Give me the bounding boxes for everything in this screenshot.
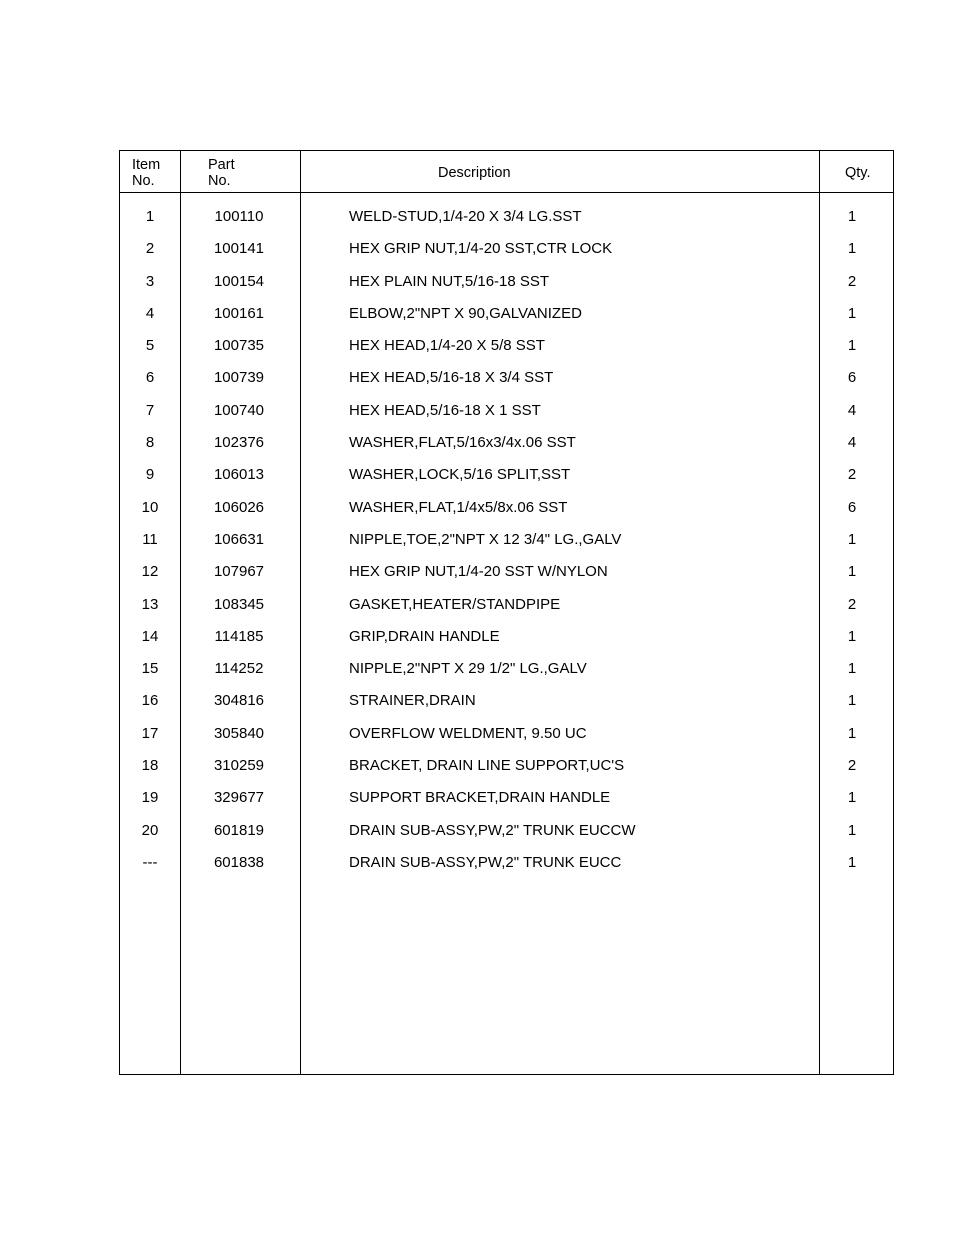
table-row — [120, 688, 893, 720]
part-no-cell: 106013 — [213, 466, 265, 484]
description-cell: HEX HEAD,1/4-20 X 5/8 SST — [349, 337, 545, 355]
qty-cell: 1 — [847, 208, 857, 225]
header-qty: Qty. — [845, 165, 871, 181]
part-no-cell: 100739 — [213, 369, 265, 387]
table-row — [120, 753, 893, 785]
description-cell: SUPPORT BRACKET,DRAIN HANDLE — [349, 789, 611, 807]
part-no-cell: 601819 — [213, 821, 265, 839]
description-cell: STRAINER,DRAIN — [349, 692, 476, 710]
part-no-cell: 102376 — [213, 434, 265, 452]
qty-cell: 1 — [847, 821, 857, 839]
table-row — [120, 850, 893, 882]
qty-cell: 2 — [847, 595, 857, 613]
part-no-cell: 305840 — [213, 724, 265, 742]
part-no-cell: 107967 — [213, 563, 265, 581]
table-row — [120, 204, 893, 236]
part-no-cell: 106026 — [213, 498, 265, 516]
qty-cell: 1 — [847, 530, 857, 548]
description-cell: HEX HEAD,5/16-18 X 1 SST — [349, 401, 541, 419]
description-cell: HEX GRIP NUT,1/4-20 SST W/NYLON — [349, 563, 608, 581]
qty-cell: 1 — [847, 337, 857, 355]
item-no-cell: 9 — [145, 466, 155, 484]
header-item-line1: Item — [132, 157, 161, 173]
item-no-cell: 3 — [145, 272, 155, 290]
table-row — [120, 559, 893, 591]
item-no-cell: 12 — [141, 563, 159, 581]
description-cell: GASKET,HEATER/STANDPIPE — [349, 595, 561, 613]
part-no-cell: 100141 — [213, 240, 265, 258]
qty-cell: 1 — [847, 724, 857, 742]
table-row — [120, 495, 893, 527]
item-no-cell: 8 — [145, 434, 155, 452]
item-no-cell: 6 — [145, 369, 155, 387]
table-row — [120, 365, 893, 397]
qty-cell: 1 — [847, 240, 857, 258]
parts-rows — [120, 204, 893, 882]
table-row — [120, 333, 893, 365]
item-no-cell: 18 — [141, 757, 159, 775]
header-description: Description — [438, 165, 511, 181]
item-no-cell: 15 — [141, 660, 159, 678]
part-no-cell: 304816 — [213, 692, 265, 710]
description-cell: NIPPLE,2"NPT X 29 1/2" LG.,GALV — [349, 660, 587, 678]
table-row — [120, 818, 893, 850]
qty-cell: 4 — [847, 434, 857, 452]
header-part-line2: No. — [208, 173, 231, 189]
table-row — [120, 624, 893, 656]
item-no-cell: 11 — [142, 530, 158, 548]
description-cell: WASHER,FLAT,5/16x3/4x.06 SST — [349, 434, 576, 452]
description-cell: GRIP,DRAIN HANDLE — [349, 627, 500, 645]
item-no-cell: 16 — [141, 692, 159, 710]
table-row — [120, 527, 893, 559]
part-no-cell: 100110 — [214, 208, 264, 225]
qty-cell: 1 — [847, 789, 857, 807]
part-no-cell: 100161 — [213, 304, 265, 322]
description-cell: ELBOW,2"NPT X 90,GALVANIZED — [349, 304, 582, 322]
description-cell: DRAIN SUB-ASSY,PW,2" TRUNK EUCCW — [349, 821, 636, 839]
part-no-cell: 114185 — [214, 627, 264, 645]
table-row — [120, 301, 893, 333]
table-row — [120, 785, 893, 817]
item-no-cell: 20 — [141, 821, 159, 839]
description-cell: HEX GRIP NUT,1/4-20 SST,CTR LOCK — [349, 240, 613, 258]
table-row — [120, 721, 893, 753]
qty-cell: 1 — [847, 627, 857, 645]
qty-cell: 2 — [847, 466, 857, 484]
table-row — [120, 398, 893, 430]
item-no-cell: 7 — [145, 401, 155, 419]
table-row — [120, 236, 893, 268]
item-no-cell: 5 — [145, 337, 155, 355]
part-no-cell: 601838 — [213, 853, 265, 871]
part-no-cell: 100740 — [213, 401, 265, 419]
description-cell: WASHER,LOCK,5/16 SPLIT,SST — [349, 466, 571, 484]
item-no-cell: 10 — [141, 498, 159, 516]
header-item-no — [132, 157, 160, 189]
description-cell: WASHER,FLAT,1/4x5/8x.06 SST — [349, 498, 568, 516]
table-row — [120, 430, 893, 462]
qty-cell: 2 — [847, 272, 857, 290]
qty-cell: 6 — [847, 498, 857, 516]
table-row — [120, 656, 893, 688]
item-no-cell: 2 — [145, 240, 155, 258]
item-no-cell: 14 — [141, 627, 159, 645]
description-cell: HEX PLAIN NUT,5/16-18 SST — [349, 272, 550, 290]
description-cell: NIPPLE,TOE,2"NPT X 12 3/4" LG.,GALV — [349, 530, 622, 548]
qty-cell: 1 — [847, 692, 857, 710]
qty-cell: 1 — [847, 563, 857, 581]
qty-cell: 1 — [847, 304, 857, 322]
item-no-cell: 13 — [141, 595, 159, 613]
item-no-cell: 4 — [145, 304, 155, 322]
description-cell: DRAIN SUB-ASSY,PW,2" TRUNK EUCC — [349, 853, 622, 871]
header-item-line2: No. — [132, 173, 155, 189]
table-row — [120, 592, 893, 624]
parts-list-table — [119, 150, 894, 1075]
item-no-cell: 1 — [145, 208, 155, 225]
item-no-cell: 19 — [141, 789, 159, 807]
qty-cell: 4 — [847, 401, 857, 419]
header-part-no — [208, 157, 235, 189]
part-no-cell: 106631 — [213, 530, 265, 548]
qty-cell: 1 — [847, 853, 857, 871]
description-cell: BRACKET, DRAIN LINE SUPPORT,UC'S — [349, 757, 625, 775]
part-no-cell: 100154 — [213, 272, 265, 290]
description-cell: OVERFLOW WELDMENT, 9.50 UC — [349, 724, 587, 742]
part-no-cell: 100735 — [213, 337, 265, 355]
table-row — [120, 269, 893, 301]
part-no-cell: 114252 — [214, 660, 264, 678]
qty-cell: 1 — [847, 660, 857, 678]
description-cell: HEX HEAD,5/16-18 X 3/4 SST — [349, 369, 554, 387]
item-no-cell: --- — [142, 853, 158, 871]
qty-cell: 2 — [847, 757, 857, 775]
description-cell: WELD-STUD,1/4-20 X 3/4 LG.SST — [349, 208, 582, 225]
header-divider — [120, 192, 893, 193]
table-row — [120, 462, 893, 494]
header-part-line1: Part — [208, 157, 235, 173]
part-no-cell: 329677 — [213, 789, 265, 807]
qty-cell: 6 — [847, 369, 857, 387]
part-no-cell: 310259 — [213, 757, 265, 775]
item-no-cell: 17 — [141, 724, 159, 742]
part-no-cell: 108345 — [213, 595, 265, 613]
